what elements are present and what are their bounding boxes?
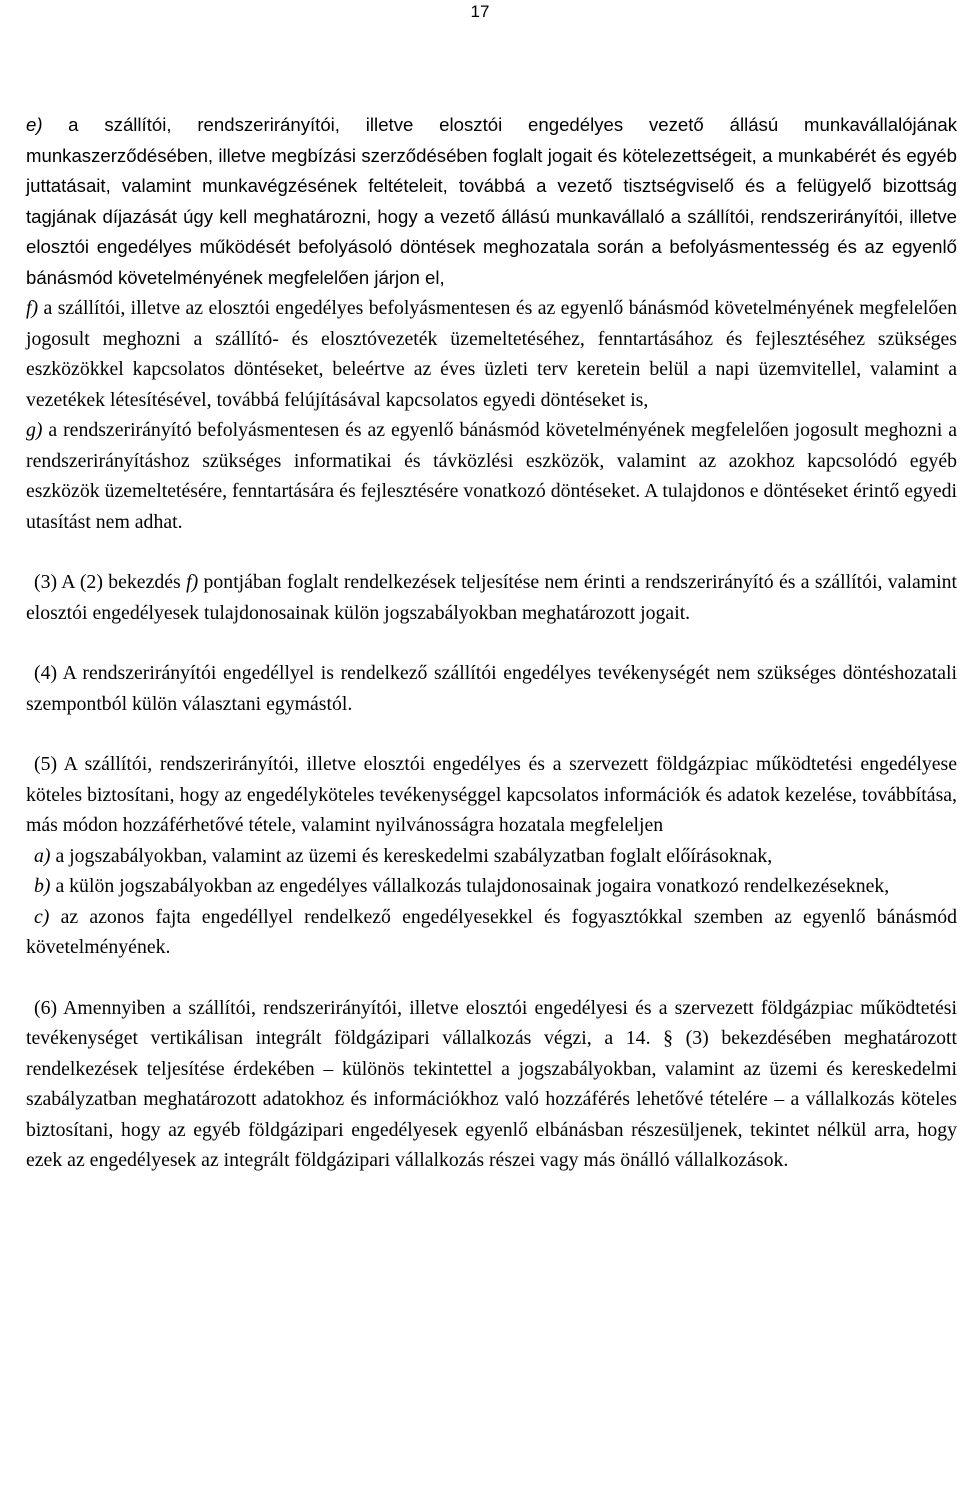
section-3-lead: (3) A (2) bekezdés: [34, 571, 181, 593]
item-text: a jogszabályokban, valamint az üzemi és kereskedelmi szabályzatban foglalt előírásoknak,: [55, 844, 773, 867]
clause-f: [26, 293, 957, 415]
clause-e: [26, 110, 957, 293]
section-5-intro: (5) A szállítói, rendszerirányítói, illetve elosztói engedélyes és a szervezett földgázpiac működtetési engedélyese köteles biztosítani, hogy az engedélyköteles tevékenységgel kapcsolatos információk és adatok kezelése, továbbítása, más módon hozzáférhetővé tétele, valamint nyilvánosságra hozatala megfeleljen: [26, 753, 957, 836]
document-body: [26, 110, 957, 1176]
section-3-ref: f): [186, 571, 199, 593]
clause-marker: e): [26, 114, 43, 135]
item-marker: c): [34, 905, 50, 928]
clause-text: a rendszerirányító befolyásmentesen és az egyenlő bánásmód követelményének megfelelően jogosult meghozni a rendszerirányításhoz szükséges informatikai és távközlési eszközök, valamint az azokhoz kapcsolódó egyéb eszközök üzemeltetésére, fenntartására és fejlesztésére vonatkozó döntéseket. A tulajdonos e döntéseket érintő egyedi utasítást nem adhat.: [26, 419, 957, 533]
section-6: (6) Amennyiben a szállítói, rendszerirányítói, illetve elosztói engedélyesi és a szervezett földgázpiac működtetési tevékenységet vertikálisan integrált földgázipari vállalkozás végzi, a 14. § (3) bekezdésében meghatározott rendelkezések teljesítése érdekében – különös tekintettel a jogszabályokban, valamint az üzemi és kereskedelmi szabályzatban meghatározott adatokhoz és információkhoz való hozzáférés lehetővé tételére – a vállalkozás köteles biztosítani, hogy az egyéb földgázipari engedélyesek egyenlő elbánásban részesüljenek, tekintet nélkül arra, hogy ezek az engedélyesek az integrált földgázipari vállalkozás részei vagy más önálló vállalkozások.: [26, 996, 957, 1171]
section-5-item-c: [26, 902, 957, 963]
item-text: a külön jogszabályokban az engedélyes vállalkozás tulajdonosainak jogaira vonatkozó rendelkezéseknek,: [55, 875, 890, 897]
section-5-item-a: [26, 841, 957, 872]
section-3-rest: pontjában foglalt rendelkezések teljesítése nem érinti a rendszerirányító és a szállítói, valamint elosztói engedélyesek tulajdonosainak külön jogszabályokban meghatározott jogait.: [26, 571, 957, 624]
item-text: az azonos fajta engedéllyel rendelkező engedélyesekkel és fogyasztókkal szemben az egyenlő bánásmód követelményének.: [26, 905, 958, 958]
clause-g: [26, 415, 957, 537]
section-4: (4) A rendszerirányítói engedéllyel is rendelkező szállítói engedélyes tevékenységét nem szükséges döntéshozatali szempontból külön választani egymástól.: [26, 662, 957, 715]
clause-marker: g): [26, 419, 43, 441]
item-marker: a): [34, 844, 51, 867]
section-5-item-b: [26, 871, 957, 902]
clause-marker: f): [26, 297, 39, 319]
section-3: [26, 567, 957, 628]
clause-text: a szállítói, illetve az elosztói engedélyes befolyásmentesen és az egyenlő bánásmód követelményének megfelelően jogosult meghozni a szállító- és elosztóvezeték üzemeltetéséhez, fenntartásához és fejlesztéséhez szükséges eszközökkel kapcsolatos döntéseket, beleértve az éves üzleti terv keretein belül a napi üzemvitellel, valamint a vezetékek létesítésével, továbbá felújításával kapcsolatos egyedi döntéseket is,: [26, 297, 957, 411]
item-marker: b): [34, 875, 51, 897]
clause-text: a szállítói, rendszerirányítói, illetve elosztói engedélyes vezető állású munkavállalójának munkaszerződésében, illetve megbízási szerződésében foglalt jogait és kötelezettségeit, a munkabérét és egyéb juttatásait, valamint munkavégzésének feltételeit, továbbá a vezető tisztségviselő és a felügyelő bizottság tagjának díjazását úgy kell meghatározni, hogy a vezető állású munkavállaló a szállítói, rendszerirányítói, illetve elosztói engedélyes működését befolyásoló döntések meghozatala során a befolyásmentesség és az egyenlő bánásmód követelményének megfelelően járjon el,: [26, 114, 957, 288]
page-number: 17: [470, 2, 490, 21]
